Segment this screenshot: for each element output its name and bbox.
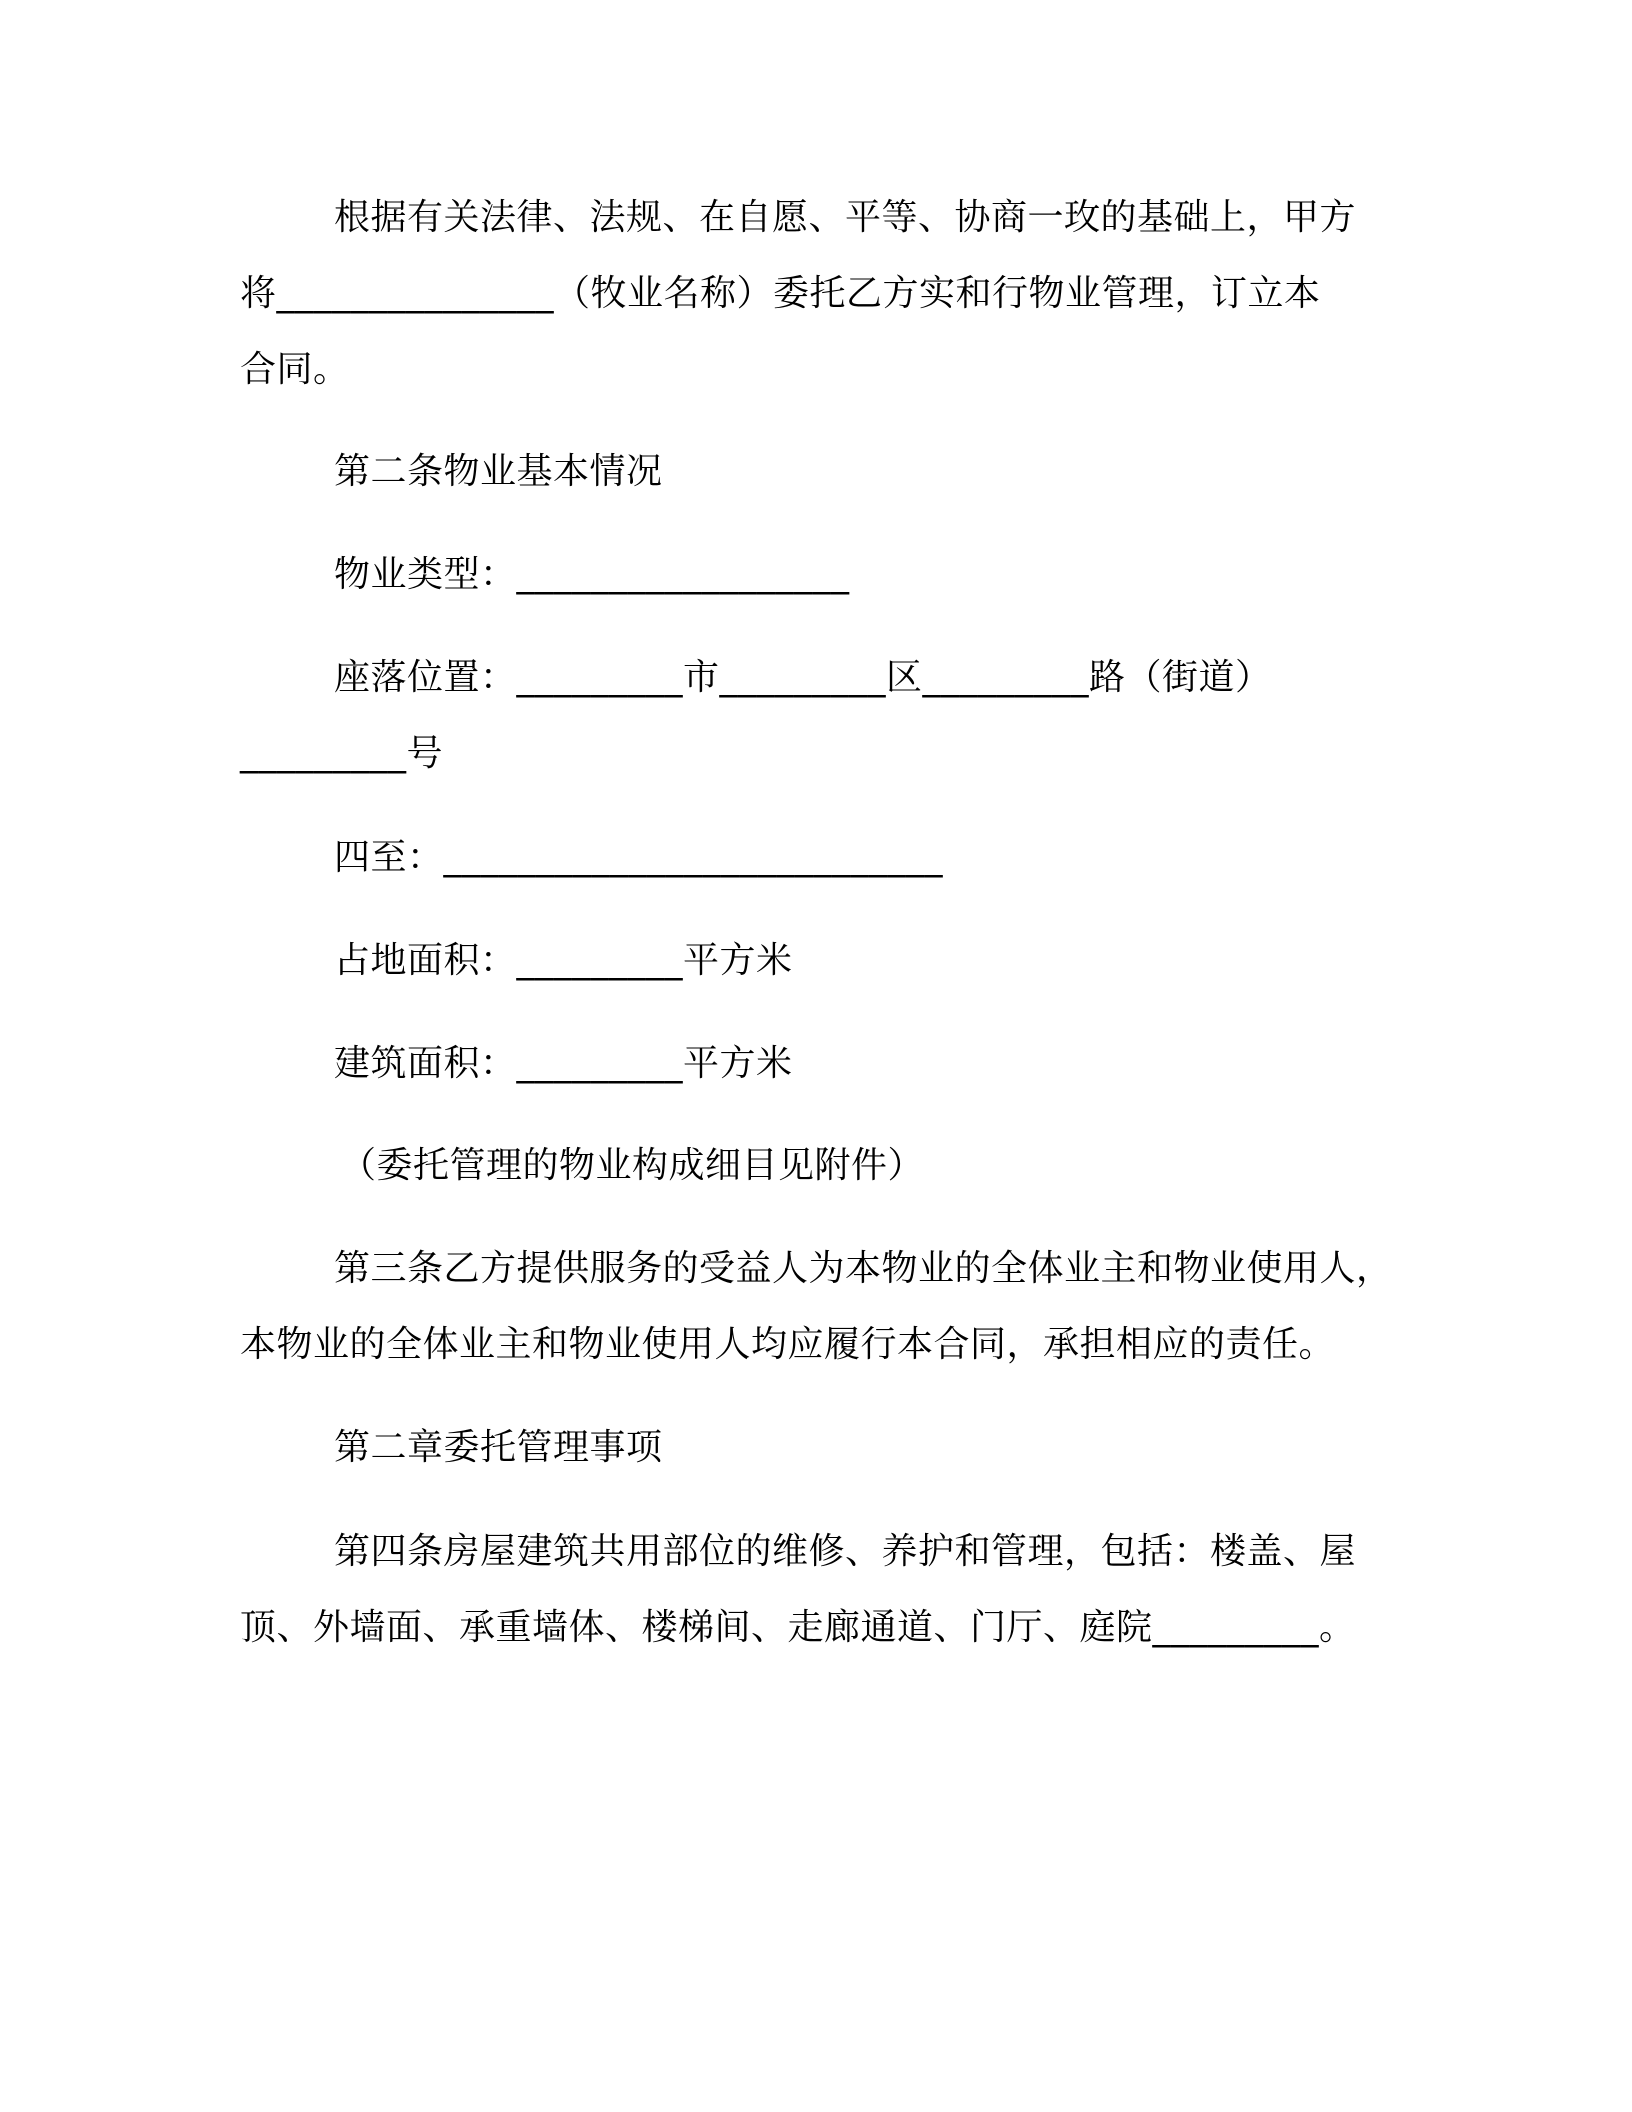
field-land-area: 占地面积：_________平方米 (334, 940, 793, 981)
paragraph-intro-line-2: 将_______________（牧业名称）委托乙方实和行物业管理，订立本 (240, 273, 1321, 314)
article-3-line-1: 第三条乙方提供服务的受益人为本物业的全体业主和物业使用人， (334, 1248, 1393, 1289)
field-location-line-1: 座落位置：_________市_________区_________路（街道） (334, 657, 1272, 698)
article-4-line-2: 顶、外墙面、承重墙体、楼梯间、走廊通道、门厅、庭院_________。 (240, 1607, 1356, 1648)
field-property-type: 物业类型：__________________ (334, 554, 850, 595)
article-4-line-1: 第四条房屋建筑共用部位的维修、养护和管理，包括：楼盖、屋 (334, 1531, 1357, 1572)
chapter-2-heading: 第二章委托管理事项 (334, 1427, 663, 1468)
field-building-area: 建筑面积：_________平方米 (334, 1043, 793, 1084)
article-2-heading: 第二条物业基本情况 (334, 451, 663, 492)
paragraph-intro-line-3: 合同。 (240, 349, 350, 390)
article-3-line-2: 本物业的全体业主和物业使用人均应履行本合同，承担相应的责任。 (240, 1324, 1336, 1365)
field-location-line-2: _________号 (240, 733, 444, 774)
note-attachment: （委托管理的物业构成细目见附件） (340, 1145, 925, 1186)
field-boundaries: 四至：___________________________ (334, 837, 944, 878)
paragraph-intro-line-1: 根据有关法律、法规、在自愿、平等、协商一玫的基础上，甲方 (334, 197, 1357, 238)
